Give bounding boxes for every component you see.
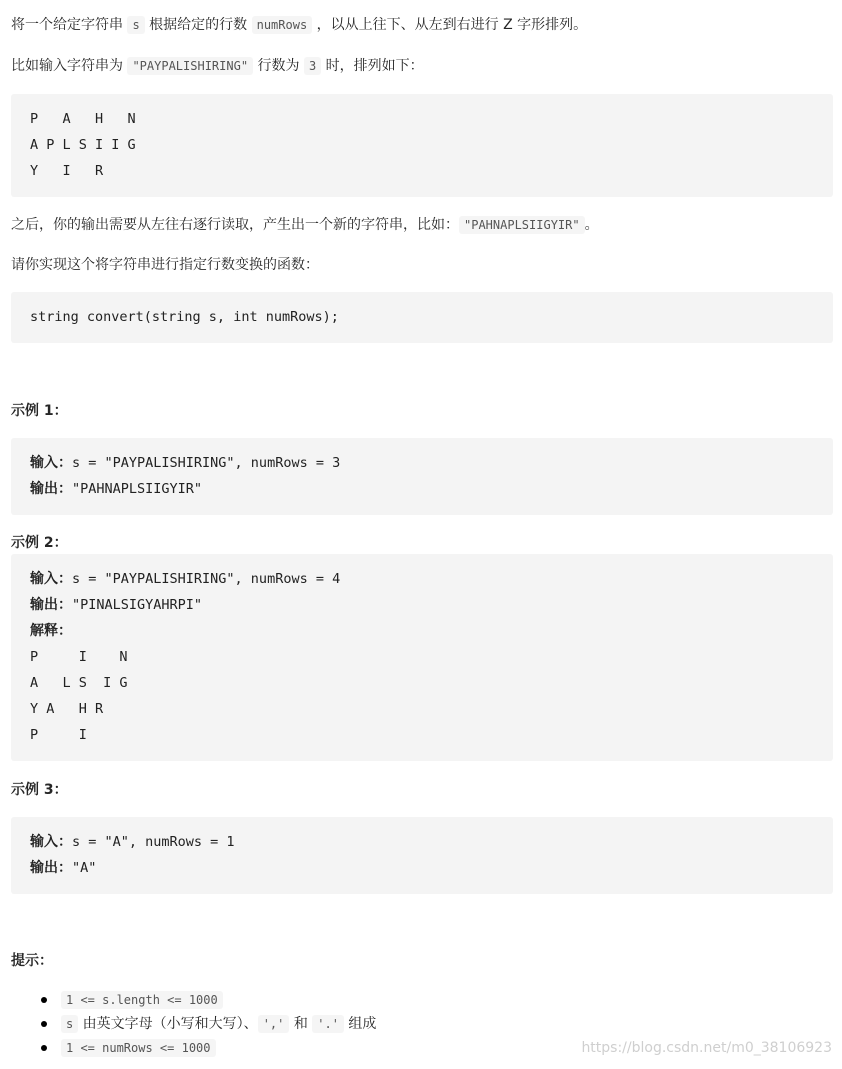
list-item bbox=[11, 988, 376, 1012]
constraint-code: '.' bbox=[312, 1015, 344, 1033]
explain-line: P I bbox=[30, 727, 87, 743]
inline-code-s: s bbox=[127, 16, 144, 34]
explain-label: 解释： bbox=[30, 623, 72, 639]
constraint-code: 1 <= numRows <= 1000 bbox=[61, 1039, 216, 1057]
explain-line: A L S I G bbox=[30, 675, 128, 691]
intro-paragraph-2 bbox=[11, 54, 424, 78]
function-signature: string convert(string s, int numRows); bbox=[30, 309, 339, 325]
paragraph-text: 之后，你的输出需要从左往右逐行读取，产生出一个新的字符串，比如： bbox=[11, 217, 459, 233]
intro-text: 行数为 bbox=[253, 58, 304, 74]
example-1-heading: 示例 1： bbox=[11, 403, 68, 419]
output-value: "A" bbox=[72, 860, 97, 876]
implement-instruction: 请你实现这个将字符串进行指定行数变换的函数： bbox=[11, 257, 319, 273]
example-1-block bbox=[11, 438, 833, 515]
constraint-code: s bbox=[61, 1015, 78, 1033]
intro-text: 根据给定的行数 bbox=[144, 17, 252, 33]
paragraph-text: 。 bbox=[584, 217, 599, 233]
output-description bbox=[11, 213, 599, 237]
intro-paragraph-1 bbox=[11, 13, 587, 37]
example-3-block bbox=[11, 817, 833, 894]
list-item bbox=[11, 1036, 376, 1060]
tips-heading: 提示： bbox=[11, 953, 53, 969]
bullet-icon bbox=[41, 997, 47, 1003]
constraint-text: 由英文字母（小写和大写）、 bbox=[78, 1016, 258, 1032]
zigzag-code-block bbox=[11, 94, 833, 197]
constraint-code: 1 <= s.length <= 1000 bbox=[61, 991, 223, 1009]
inline-code-input-string: "PAYPALISHIRING" bbox=[127, 57, 253, 75]
output-value: "PINALSIGYAHRPI" bbox=[72, 597, 203, 613]
example-2-block bbox=[11, 554, 833, 761]
tips-list bbox=[11, 988, 376, 1060]
intro-text: 时，排列如下： bbox=[321, 58, 424, 74]
input-label: 输入： bbox=[30, 834, 72, 850]
list-item bbox=[11, 1012, 376, 1036]
input-value: s = "PAYPALISHIRING", numRows = 3 bbox=[72, 455, 341, 471]
bullet-icon bbox=[41, 1045, 47, 1051]
output-value: "PAHNAPLSIIGYIR" bbox=[72, 481, 203, 497]
code-line: Y I R bbox=[30, 163, 104, 179]
bullet-icon bbox=[41, 1021, 47, 1027]
inline-code-numrows: numRows bbox=[252, 16, 313, 34]
code-line: P A H N bbox=[30, 111, 136, 127]
intro-text: 比如输入字符串为 bbox=[11, 58, 128, 74]
intro-text: 将一个给定字符串 bbox=[11, 17, 128, 33]
inline-code-rows: 3 bbox=[304, 57, 321, 75]
input-label: 输入： bbox=[30, 571, 72, 587]
output-label: 输出： bbox=[30, 860, 72, 876]
intro-text: ，以从上往下、从左到右进行 Z 字形排列。 bbox=[312, 17, 588, 33]
output-label: 输出： bbox=[30, 481, 72, 497]
input-value: s = "A", numRows = 1 bbox=[72, 834, 235, 850]
input-value: s = "PAYPALISHIRING", numRows = 4 bbox=[72, 571, 341, 587]
inline-code-output-string: "PAHNAPLSIIGYIR" bbox=[459, 216, 585, 234]
example-2-heading: 示例 2： bbox=[11, 535, 68, 551]
explain-line: P I N bbox=[30, 649, 128, 665]
constraint-code: ',' bbox=[258, 1015, 290, 1033]
watermark: https://blog.csdn.net/m0_38106923 bbox=[581, 1040, 832, 1056]
explain-line: Y A H R bbox=[30, 701, 104, 717]
input-label: 输入： bbox=[30, 455, 72, 471]
constraint-text: 组成 bbox=[343, 1016, 377, 1032]
output-label: 输出： bbox=[30, 597, 72, 613]
example-3-heading: 示例 3： bbox=[11, 782, 68, 798]
constraint-text: 和 bbox=[289, 1016, 313, 1032]
code-line: A P L S I I G bbox=[30, 137, 136, 153]
signature-code-block bbox=[11, 292, 833, 343]
